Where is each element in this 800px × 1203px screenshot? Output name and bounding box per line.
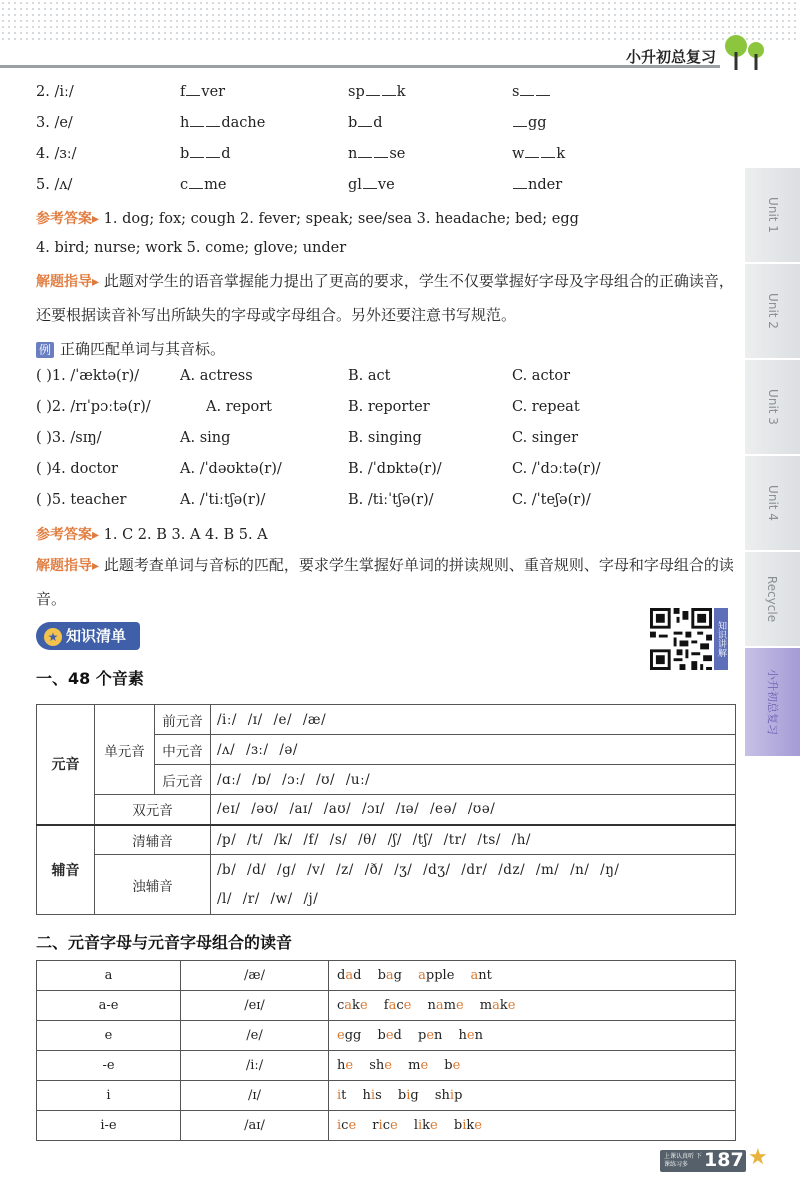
table-row: e /e/ egg bed pen hen — [37, 1021, 736, 1051]
table-row: i-e /aɪ/ ice rice like bike — [37, 1111, 736, 1141]
diphthong-label: 双元音 — [95, 795, 211, 825]
central-vowel-values: /ʌ/ /ɜː/ /ə/ — [211, 735, 736, 765]
voiced-values-line2: /l/ /r/ /w/ /j/ — [211, 885, 736, 915]
tree-icon — [722, 30, 768, 70]
voiceless-values: /p/ /t/ /k/ /f/ /s/ /θ/ /ʃ/ /tʃ/ /tr/ /ts/ /h/ — [211, 825, 736, 855]
side-tab-review[interactable]: 小升初总复习 — [745, 648, 800, 758]
guide1-paragraph: 解题指导▸ 此题对学生的语音掌握能力提出了更高的要求，学生不仅要掌握好字母及字母组合的正确读音，还要根据读音补写出所缺失的字母或字母组合。另外还要注意书写规范。 — [36, 272, 734, 324]
side-tab-unit3[interactable]: Unit 3 — [745, 360, 800, 456]
central-vowel-label: 中元音 — [155, 735, 211, 765]
side-tab-unit1[interactable]: Unit 1 — [745, 168, 800, 264]
table-row: i /ɪ/ it his big ship — [37, 1081, 736, 1111]
page-number: 187 — [704, 1149, 744, 1171]
voiceless-label: 清辅音 — [95, 825, 211, 855]
star-icon: ★ — [748, 1145, 768, 1170]
guide2-paragraph: 解题指导▸ 此题考查单词与音标的匹配，要求学生掌握好单词的拼读规则、重音规则、字母和字母组合的读音。 — [36, 556, 734, 608]
answer1-line2: 4. bird; nurse; work 5. come; glove; under — [36, 240, 347, 256]
header-bar — [0, 44, 720, 68]
side-tab-unit4[interactable]: Unit 4 — [745, 456, 800, 552]
header-dot-pattern — [0, 0, 800, 44]
star-icon: ★ — [44, 628, 62, 646]
monophthong-label: 单元音 — [95, 705, 155, 795]
qr-label: 知识讲解 — [714, 608, 728, 670]
back-vowel-values: /ɑː/ /ɒ/ /ɔː/ /ʊ/ /uː/ — [211, 765, 736, 795]
table-row: a-e /eɪ/ cake face name make — [37, 991, 736, 1021]
answer2-line: 参考答案▸ 1. C 2. B 3. A 4. B 5. A — [36, 527, 268, 543]
qr-code-icon[interactable] — [650, 608, 712, 670]
table-row: a /æ/ dad bag apple ant — [37, 961, 736, 991]
side-tabs — [745, 168, 800, 758]
section2-title: 二、元音字母与元音字母组合的读音 — [36, 933, 293, 952]
side-tab-recycle[interactable]: Recycle — [745, 552, 800, 648]
front-vowel-values: /iː/ /ɪ/ /e/ /æ/ — [211, 705, 736, 735]
vowel-letter-table — [36, 960, 736, 1141]
consonant-label: 辅音 — [37, 825, 95, 915]
example-badge: 例 — [36, 342, 54, 358]
example-title: 例 正确匹配单词与其音标。 — [36, 338, 225, 360]
voiced-label: 浊辅音 — [95, 855, 211, 915]
side-tab-unit2[interactable]: Unit 2 — [745, 264, 800, 360]
phoneme-table — [36, 704, 736, 915]
back-vowel-label: 后元音 — [155, 765, 211, 795]
vowel-label: 元音 — [37, 705, 95, 825]
knowledge-list-tag: ★ 知识清单 — [36, 622, 140, 650]
header-title: 小升初总复习 — [625, 48, 716, 66]
table-row: -e /iː/ he she me be — [37, 1051, 736, 1081]
diphthong-values: /eɪ/ /əʊ/ /aɪ/ /aʊ/ /ɔɪ/ /ɪə/ /eə/ /ʊə/ — [211, 795, 736, 825]
footer-slogan: 上课认真听 下课练习多 — [664, 1153, 702, 1168]
section1-title: 一、48 个音素 — [36, 669, 144, 688]
answer1-line1: 参考答案▸ 1. dog; fox; cough 2. fever; speak; see/sea 3. headache; bed; egg — [36, 211, 579, 227]
voiced-values-line1: /b/ /d/ /g/ /v/ /z/ /ð/ /ʒ/ /dʒ/ /dr/ /dz/ /m/ /n/ /ŋ/ — [211, 855, 736, 885]
front-vowel-label: 前元音 — [155, 705, 211, 735]
